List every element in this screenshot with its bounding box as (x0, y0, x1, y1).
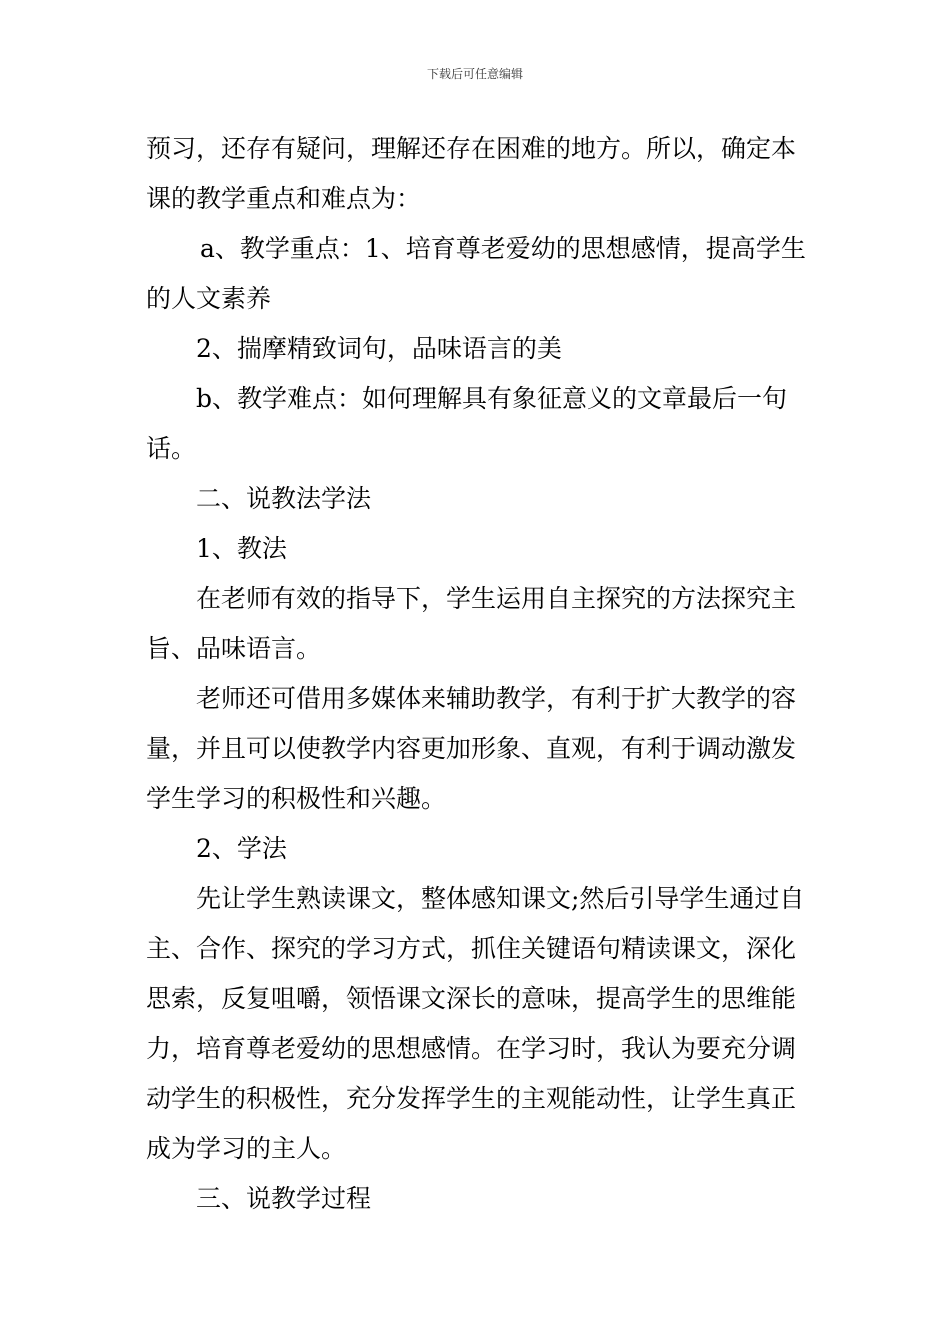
subheading-learning-method: 2、学法 (196, 834, 287, 863)
paragraph-difficulties: b、教学难点：如何理解具有象征意义的文章最后一句话。 (146, 384, 788, 463)
paragraph-continuation: 预习，还存有疑问，理解还存在困难的地方。所以，确定本课的教学重点和难点为： (146, 134, 797, 213)
paragraph-key-point-2: 2、揣摩精致词句，品味语言的美 (196, 334, 562, 363)
page-header: 下载后可任意编辑 (426, 67, 523, 81)
paragraph-key-points: a、教学重点：1、培育尊老爱幼的思想感情，提高学生的人文素养 (146, 234, 806, 313)
paragraph-learning-method: 先让学生熟读课文，整体感知课文;然后引导学生通过自主、合作、探究的学习方式，抓住关键语句精读课文，深化思索，反复咀嚼，领悟课文深长的意味，提高学生的思维能力，培育尊老爱幼的思想感情。在学习时，我认为要充分调动学生的积极性，充分发挥学生的主观能动性，让学生真正成为学习的主人。 (146, 884, 805, 1163)
document-body (146, 124, 810, 1224)
section-heading-methods: 二、说教法学法 (196, 484, 372, 513)
section-heading-process: 三、说教学过程 (196, 1184, 372, 1213)
subheading-teaching-method: 1、教法 (196, 534, 287, 563)
paragraph-teaching-method: 在老师有效的指导下，学生运用自主探究的方法探究主旨、品味语言。 (146, 584, 797, 663)
paragraph-multimedia: 老师还可借用多媒体来辅助教学，有利于扩大教学的容量，并且可以使教学内容更加形象、直观，有利于调动激发学生学习的积极性和兴趣。 (146, 684, 797, 813)
